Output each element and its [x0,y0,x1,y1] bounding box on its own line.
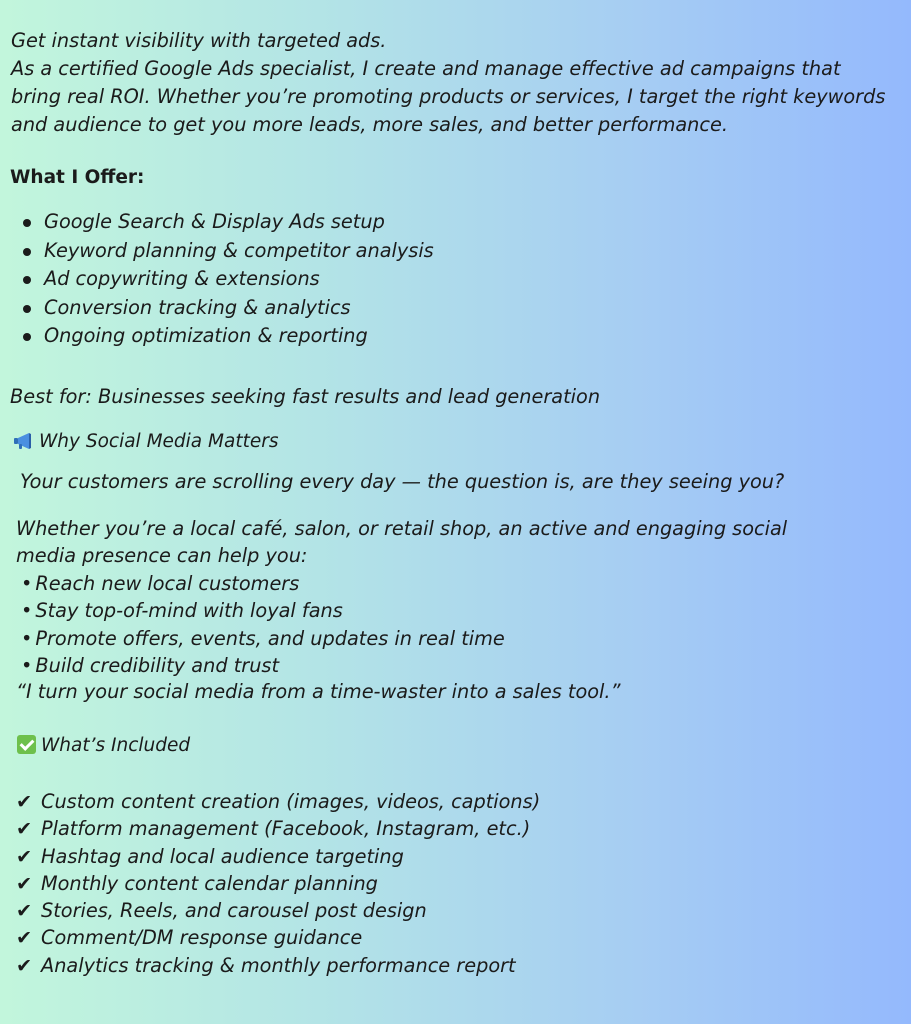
intro-line: and audience to get you more leads, more sales, and better performance. [11,113,728,136]
benefit-item [21,625,505,652]
intro-paragraph [11,27,885,139]
benefit-label: Reach new local customers [35,572,300,595]
offer-item [0,208,434,237]
check-icon: ✔ [16,817,33,841]
included-item-label: Custom content creation (images, videos, captions) [41,790,541,813]
check-box-icon [17,735,36,754]
bullet-icon [23,219,31,227]
check-icon: ✔ [16,926,33,950]
included-heading-label: What’s Included [41,735,191,756]
included-heading [17,733,190,759]
included-item-label: Comment/DM response guidance [41,926,363,950]
bullet-glyph: • [21,599,33,623]
social-heading [13,429,278,458]
included-item-label: Stories, Reels, and carousel post design [41,899,427,923]
offer-item-label: Conversion tracking & analytics [44,295,351,319]
bullet-glyph: • [21,653,33,677]
best-for-text: Best for: Businesses seeking fast results and lead generation [10,385,601,408]
social-intro [16,515,787,569]
included-item [16,952,540,979]
bullet-icon [23,305,31,313]
bullet-icon [23,333,31,341]
intro-line: As a certified Google Ads specialist, I create and manage effective ad campaigns that [11,57,841,80]
included-item [16,897,540,924]
offer-item [0,265,434,294]
check-icon: ✔ [16,953,33,977]
megaphone-icon [13,432,35,458]
benefit-label: Build credibility and trust [35,653,280,677]
offer-item-label: Ongoing optimization & reporting [44,324,368,348]
check-icon: ✔ [16,790,33,813]
social-heading-label: Why Social Media Matters [39,431,279,452]
offer-item [0,294,434,323]
included-item [16,924,540,951]
included-item [16,870,540,897]
benefit-item [21,597,505,624]
offer-list [0,208,434,351]
social-intro-line: Whether you’re a local café, salon, or retail shop, an active and engaging social [16,517,788,540]
included-item [16,843,540,870]
offer-heading: What I Offer: [10,167,145,188]
social-quote: “I turn your social media from a time-waster into a sales tool.” [16,680,621,703]
offer-item-label: Keyword planning & competitor analysis [44,238,434,262]
included-item-label: Analytics tracking & monthly performance report [41,953,516,977]
bullet-glyph: • [21,626,33,650]
check-icon: ✔ [16,844,33,868]
social-question: Your customers are scrolling every day — the question is, are they seeing you? [20,470,785,493]
offer-item [0,322,434,351]
included-item-label: Hashtag and local audience targeting [41,844,404,868]
included-item-label: Platform management (Facebook, Instagram, etc.) [41,817,531,841]
check-icon: ✔ [16,899,33,923]
included-list [16,788,540,979]
benefit-label: Stay top-of-mind with loyal fans [35,599,343,623]
benefit-label: Promote offers, events, and updates in real time [35,626,505,650]
offer-item-label: Google Search & Display Ads setup [44,210,385,233]
offer-item-label: Ad copywriting & extensions [44,267,320,291]
check-icon: ✔ [16,871,33,895]
included-item [16,788,540,815]
offer-item [0,237,434,266]
bullet-glyph: • [21,572,33,595]
bullet-icon [23,276,31,284]
social-intro-line: media presence can help you: [16,544,308,567]
intro-line: Get instant visibility with targeted ads. [11,29,387,52]
included-item-label: Monthly content calendar planning [41,871,378,895]
benefits-list [21,570,505,679]
bullet-icon [23,248,31,256]
intro-line: bring real ROI. Whether you’re promoting products or services, I target the right keywords [11,85,886,108]
benefit-item [21,570,505,597]
benefit-item [21,652,505,679]
included-item [16,815,540,842]
